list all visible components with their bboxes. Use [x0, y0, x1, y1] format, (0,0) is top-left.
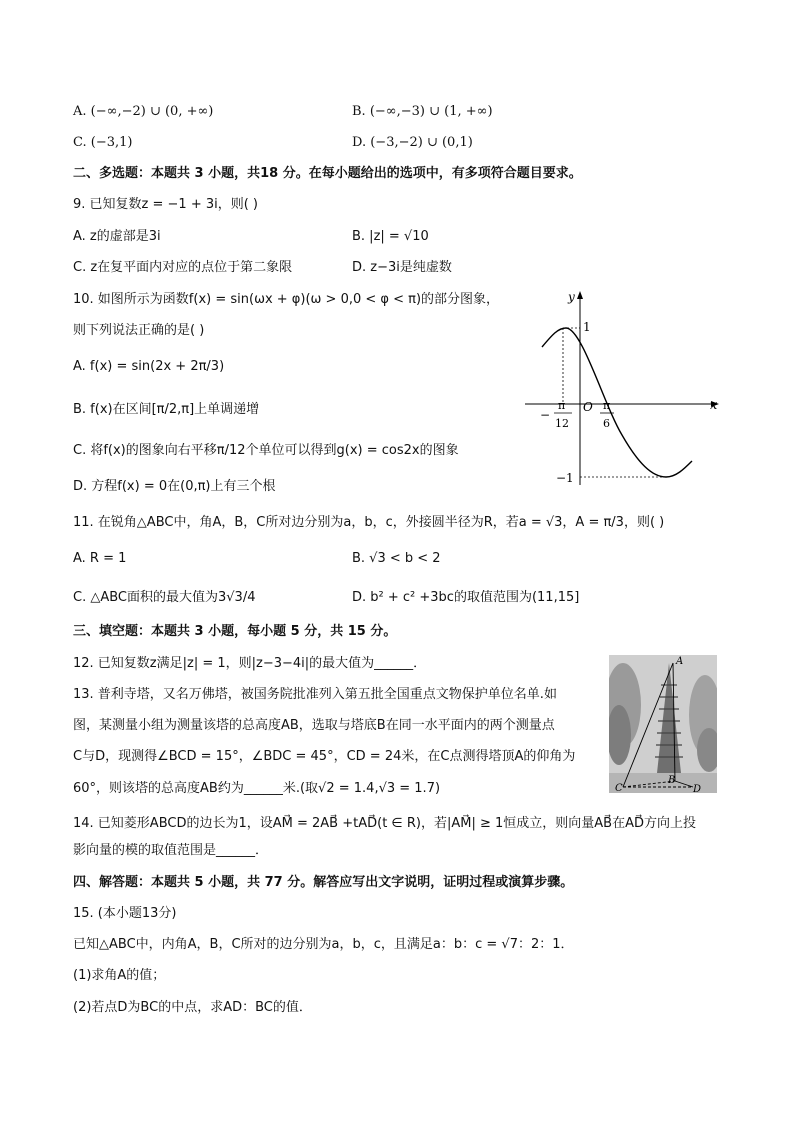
section-3-heading: 三、填空题：本题共 3 小题，每小题 5 分，共 15 分。 [73, 624, 397, 639]
y-axis-label: y [568, 290, 575, 304]
q13-line1: 13. 普利寺塔，又名万佛塔，被国务院批准列入第五批全国重点文物保护单位名单.如 [73, 687, 557, 702]
x-axis-label: x [710, 398, 718, 413]
q10-option-c: C. 将f(x)的图象向右平移π/12个单位可以得到g(x) = cos2x的图象 [73, 443, 459, 458]
q11-stem: 11. 在锐角△ABC中，角A，B，C所对边分别为a，b，c，外接圆半径为R，若a = √3，A = π/3，则( ) [73, 515, 665, 530]
q11-option-c: C. △ABC面积的最大值为3√3/4 [73, 590, 256, 605]
q11-option-a: A. R = 1 [73, 551, 127, 566]
q14-line1: 14. 已知菱形ABCD的边长为1，设AM⃗ = 2AB⃗ +tAD⃗(t ∈ R)，若|AM⃗| ≥ 1恒成立，则向量AB⃗在AD⃗方向上投 [73, 816, 696, 831]
q13-line2: 图，某测量小组为测量该塔的总高度AB，选取与塔底B在同一水平面内的两个测量点 [73, 718, 555, 733]
q9-option-b: B. |z| = √10 [352, 229, 429, 244]
pos-tick-denominator: 6 [603, 417, 610, 430]
q15-part1: (1)求角A的值； [73, 968, 166, 983]
origin-label: O [583, 400, 593, 414]
q14-line2: 影向量的模的取值范围是______． [73, 843, 269, 858]
q15-part2: (2)若点D为BC的中点，求AD：BC的值． [73, 1000, 312, 1015]
q10-stem-line2: 则下列说法正确的是( ) [73, 323, 205, 338]
q8-option-b: B. (−∞,−3) ∪ (1, +∞) [352, 104, 493, 119]
q8-option-a: A. (−∞,−2) ∪ (0, +∞) [73, 104, 214, 119]
neg-tick-sign: − [540, 408, 551, 422]
q10-stem-line1: 10. 如图所示为函数f(x) = sin(ωx + φ)(ω > 0,0 < φ < π)的部分图象， [73, 292, 500, 307]
q10-option-b: B. f(x)在区间[π/2,π]上单调递增 [73, 402, 260, 417]
q13-line4: 60°，则该塔的总高度AB约为______米.(取√2 = 1.4,√3 = 1.7) [73, 781, 441, 796]
q11-option-b: B. √3 < b < 2 [352, 551, 441, 566]
q10-option-a: A. f(x) = sin(2x + 2π/3) [73, 359, 225, 374]
q10-function-graph [520, 285, 730, 490]
neg-tick-denominator: 12 [555, 417, 569, 430]
y-max-label: 1 [583, 320, 591, 334]
q12-stem: 12. 已知复数z满足|z| = 1，则|z−3−4i|的最大值为______． [73, 656, 427, 671]
section-4-heading: 四、解答题：本题共 5 小题，共 77 分。解答应写出文字说明，证明过程或演算步骤。 [73, 875, 574, 890]
y-min-label: −1 [556, 471, 574, 485]
neg-tick-numerator: π [558, 399, 566, 412]
pos-tick-numerator: π [603, 399, 611, 412]
q8-option-c: C. (−3,1) [73, 135, 133, 150]
q15-stem: 已知△ABC中，内角A，B，C所对的边分别为a，b，c，且满足a：b：c = √7：2：1． [73, 937, 574, 952]
q8-option-d: D. (−3,−2) ∪ (0,1) [352, 135, 473, 150]
q13-pagoda-photo [609, 655, 717, 793]
q9-option-c: C. z在复平面内对应的点位于第二象限 [73, 260, 293, 275]
q15-heading: 15. (本小题13分) [73, 906, 177, 921]
point-C-label: C [615, 783, 623, 793]
section-2-heading: 二、多选题：本题共 3 小题，共18 分。在每小题给出的选项中，有多项符合题目要求。 [73, 166, 582, 181]
point-A-label: A [676, 656, 684, 667]
q9-option-a: A. z的虚部是3i [73, 229, 161, 244]
point-B-label: B [668, 775, 676, 786]
q9-option-d: D. z−3i是纯虚数 [352, 260, 452, 275]
y-axis-arrow [577, 291, 583, 299]
q13-line3: C与D，现测得∠BCD = 15°，∠BDC = 45°，CD = 24米，在C点测得塔顶A的仰角为 [73, 749, 576, 764]
q11-option-d: D. b² + c² +3bc的取值范围为(11,15] [352, 590, 580, 605]
q9-stem: 9. 已知复数z = −1 + 3i，则( ) [73, 197, 258, 212]
q10-option-d: D. 方程f(x) = 0在(0,π)上有三个根 [73, 479, 276, 494]
point-D-label: D [693, 784, 702, 793]
